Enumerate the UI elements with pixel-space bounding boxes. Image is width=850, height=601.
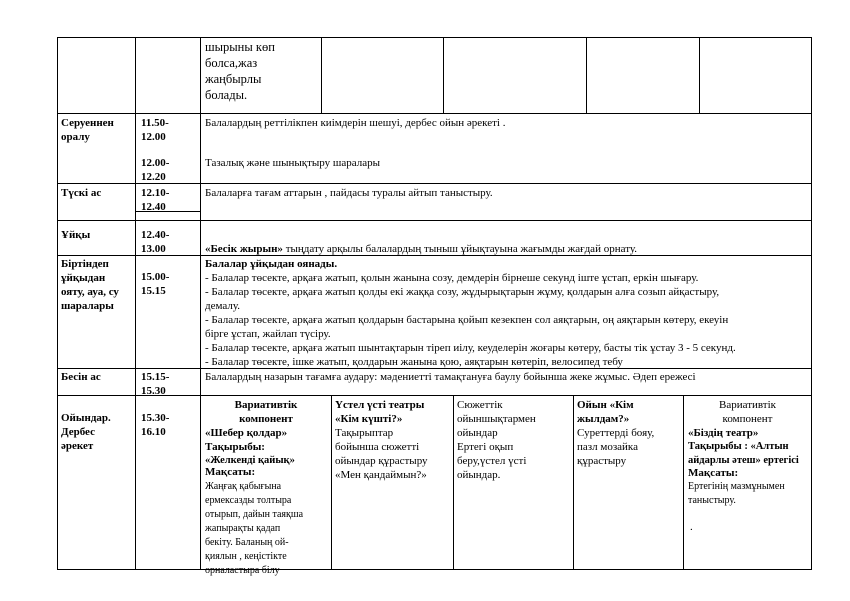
story-games-body: Сюжеттік ойыншықтармен ойындар Ертегі оқып беру,үстел үсті ойындар.	[457, 399, 536, 481]
wake-up-title: Балалар ұйқыдан оянады.	[205, 258, 338, 270]
activity-description: Балаларға тағам аттарын , пайдасы туралы айтып таныстыру.	[205, 187, 493, 199]
col-divider	[443, 37, 444, 113]
time-range: 15.00- 15.15	[141, 271, 170, 297]
activity-label-afternoon-snack: Бесін ас	[61, 371, 101, 383]
col-divider	[331, 395, 332, 570]
goal-text: Жаңғақ қабығына ермексазды толтыра отырып, дайын таяқша жапырақты қадап бекіту. Баланың ой- қиялын , кеңістікте орналастыра білу	[205, 481, 304, 576]
time-range: 12.00- 12.20	[141, 157, 170, 183]
row-divider	[57, 113, 812, 114]
activity-label-sleep: Ұйқы	[61, 229, 91, 241]
trailing-dot: .	[690, 521, 693, 533]
table-theatre-body: Тақырыптар бойынша сюжетті ойындар құрастыру «Мен қандаймын?»	[335, 427, 428, 481]
time-range: 15.15- 15.30	[141, 371, 170, 397]
who-is-faster-body: Суреттерді бояу, пазл мозайка құрастыру	[577, 427, 655, 467]
exercise-line: - Балалар төсекте, арқаға жатып қолды екі жаққа созу, жұдырықтарын жұму, қолдарын алға созып айқастыру,	[205, 286, 720, 298]
table-border-left	[57, 37, 58, 570]
col-divider	[453, 395, 454, 570]
goal-label: Мақсаты:	[688, 467, 739, 479]
activity-description	[205, 228, 805, 256]
club-title: «Шебер қолдар»	[205, 427, 288, 439]
col-divider	[699, 37, 700, 113]
topic-label: Тақырыбы:	[205, 441, 265, 453]
variative-component-label: Вариативтік компонент	[718, 399, 777, 425]
lullaby-title: «Бесік жырын»	[205, 243, 283, 255]
time-range: 12.40- 13.00	[141, 229, 170, 255]
row-divider	[57, 220, 812, 221]
exercise-line: - Балалар төсекте, арқаға жатып шынтақтарын тіреп иілу, кеуделерін жоғары көтеру, басты тік ұстау 3 - 5 секунд.	[205, 342, 736, 354]
activity-description-rest: тыңдату арқылы балалардың тыныш ұйықтауына жағымды жағдай орнату.	[282, 243, 637, 255]
activity-label-games: Ойындар. Дербес әрекет	[61, 412, 111, 452]
table-theatre-title: Үстел үсті театры «Кім күшті?»	[335, 399, 425, 425]
exercise-line: - Балалар төсекте, арқаға жатып, қолын жанына созу, демдерін бірнеше секунд іште ұстап, еркін шығару.	[205, 272, 699, 284]
variative-component-label: Вариативтік компонент	[234, 399, 298, 425]
table-border-bottom	[57, 569, 812, 570]
col-divider	[135, 37, 136, 570]
fairy-tale-topic: Тақырыбы : «Алтын айдарлы әтеш» ертегісі	[688, 441, 799, 466]
activity-description: Балалардың назарын тағамға аудару: мәдениетті тамақтануға баулу бойынша жеке жұмыс. Әдеп ережесі	[205, 371, 696, 383]
time-range: 11.50- 12.00	[141, 117, 169, 143]
col-divider	[573, 395, 574, 570]
activity-description: Балалардың реттілікпен киімдерін шешуі, дербес ойын әрекеті .	[205, 117, 506, 129]
topic-value: «Желкенді қайық»	[205, 455, 295, 466]
who-is-faster-title: Ойын «Кім жылдам?»	[577, 399, 634, 425]
exercise-line: - Балалар төсекте, арқаға жатып қолдарын бастарына қойып кезекпен сол аяқтарын, оң аяқтарын көтеру, екеуін	[205, 314, 729, 326]
goal-text: Ертегінің мазмұнымен таныстыру.	[688, 481, 785, 506]
activity-label-return-from-walk: Серуеннен оралу	[61, 117, 114, 143]
exercise-line: - Балалар төсекте, ішке жатып, қолдарын жанына қою, аяқтарын көтеріп, велосипед тебу	[205, 356, 623, 368]
col-divider	[586, 37, 587, 113]
exercise-line: бірге ұстап, жайлап түсіру.	[205, 328, 331, 340]
weather-note: шырыны көп болса,жаз жаңбырлы болады.	[205, 40, 275, 102]
exercise-line: демалу.	[205, 300, 240, 312]
goal-label: Мақсаты:	[205, 466, 256, 478]
activity-description: Тазалық және шынықтыру шаралары	[205, 157, 381, 169]
time-range: 15.30- 16.10	[141, 412, 170, 438]
table-border-right	[811, 37, 812, 570]
col-divider	[200, 37, 201, 570]
our-theatre-title: «Біздің театр»	[688, 427, 759, 439]
col-divider	[321, 37, 322, 113]
activity-label-lunch: Түскі ас	[61, 187, 102, 199]
activity-label-wake-up: Біртіндеп ұйқыдан ояту, ауа, су шаралары	[61, 258, 119, 312]
time-range: 12.10- 12.40	[141, 187, 170, 213]
